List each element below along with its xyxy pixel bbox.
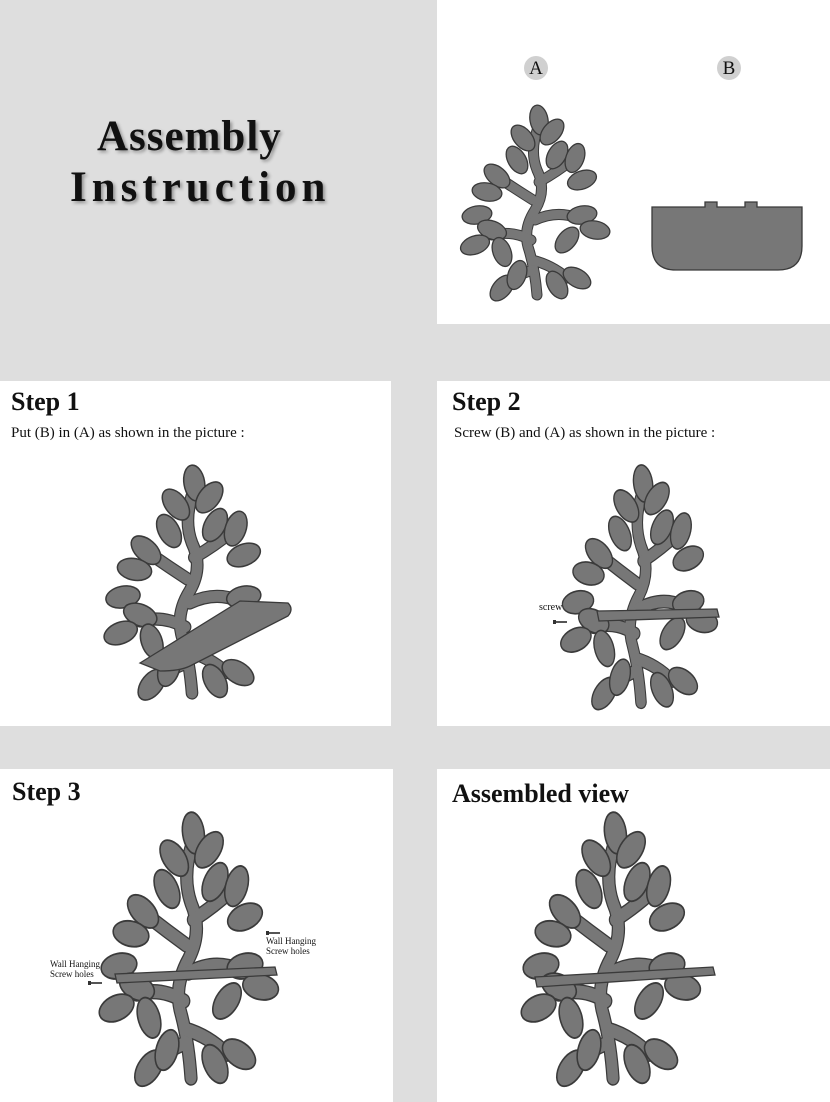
step1-instruction: Put (B) in (A) as shown in the picture : <box>11 425 245 441</box>
title-line-assembly: Assembly <box>97 113 282 160</box>
tree-leaf <box>207 977 247 1025</box>
step3-note-right <box>266 936 316 956</box>
parts-panel <box>437 0 830 324</box>
assembled-title: Assembled view <box>452 779 629 808</box>
step3-title: Step 3 <box>12 777 81 806</box>
screw-icon <box>266 930 280 936</box>
step2-screw-label: screw <box>539 602 563 613</box>
title-line-instruction: Instruction <box>70 164 331 211</box>
step3-panel <box>0 769 393 1102</box>
part-b-badge: B <box>717 56 741 80</box>
assembled-illustration <box>517 819 727 1079</box>
part-b-shelf-illustration <box>650 200 805 272</box>
assembled-panel <box>437 769 830 1102</box>
screw-icon <box>88 980 102 986</box>
step3-illustration <box>95 819 295 1079</box>
step3-note-left-line1: Wall Hanging <box>50 959 101 969</box>
step3-note-left <box>50 959 100 979</box>
step3-note-right-line2: Screw holes <box>266 946 310 956</box>
step3-note-left-line2: Screw holes <box>50 969 94 979</box>
screw-icon <box>553 619 567 625</box>
part-a-badge: A <box>524 56 548 80</box>
step3-note-right-line1: Wall Hanging <box>266 936 317 946</box>
step1-panel <box>0 381 391 726</box>
step2-title: Step 2 <box>452 387 521 416</box>
step1-illustration <box>100 471 300 696</box>
step2-instruction: Screw (B) and (A) as shown in the picture : <box>454 425 716 441</box>
step2-illustration <box>557 471 737 701</box>
tree-leaf <box>550 223 583 258</box>
step1-title: Step 1 <box>11 387 80 416</box>
tree-leaf <box>629 977 669 1025</box>
part-a-tree-illustration <box>457 110 617 300</box>
step2-panel <box>437 381 830 726</box>
